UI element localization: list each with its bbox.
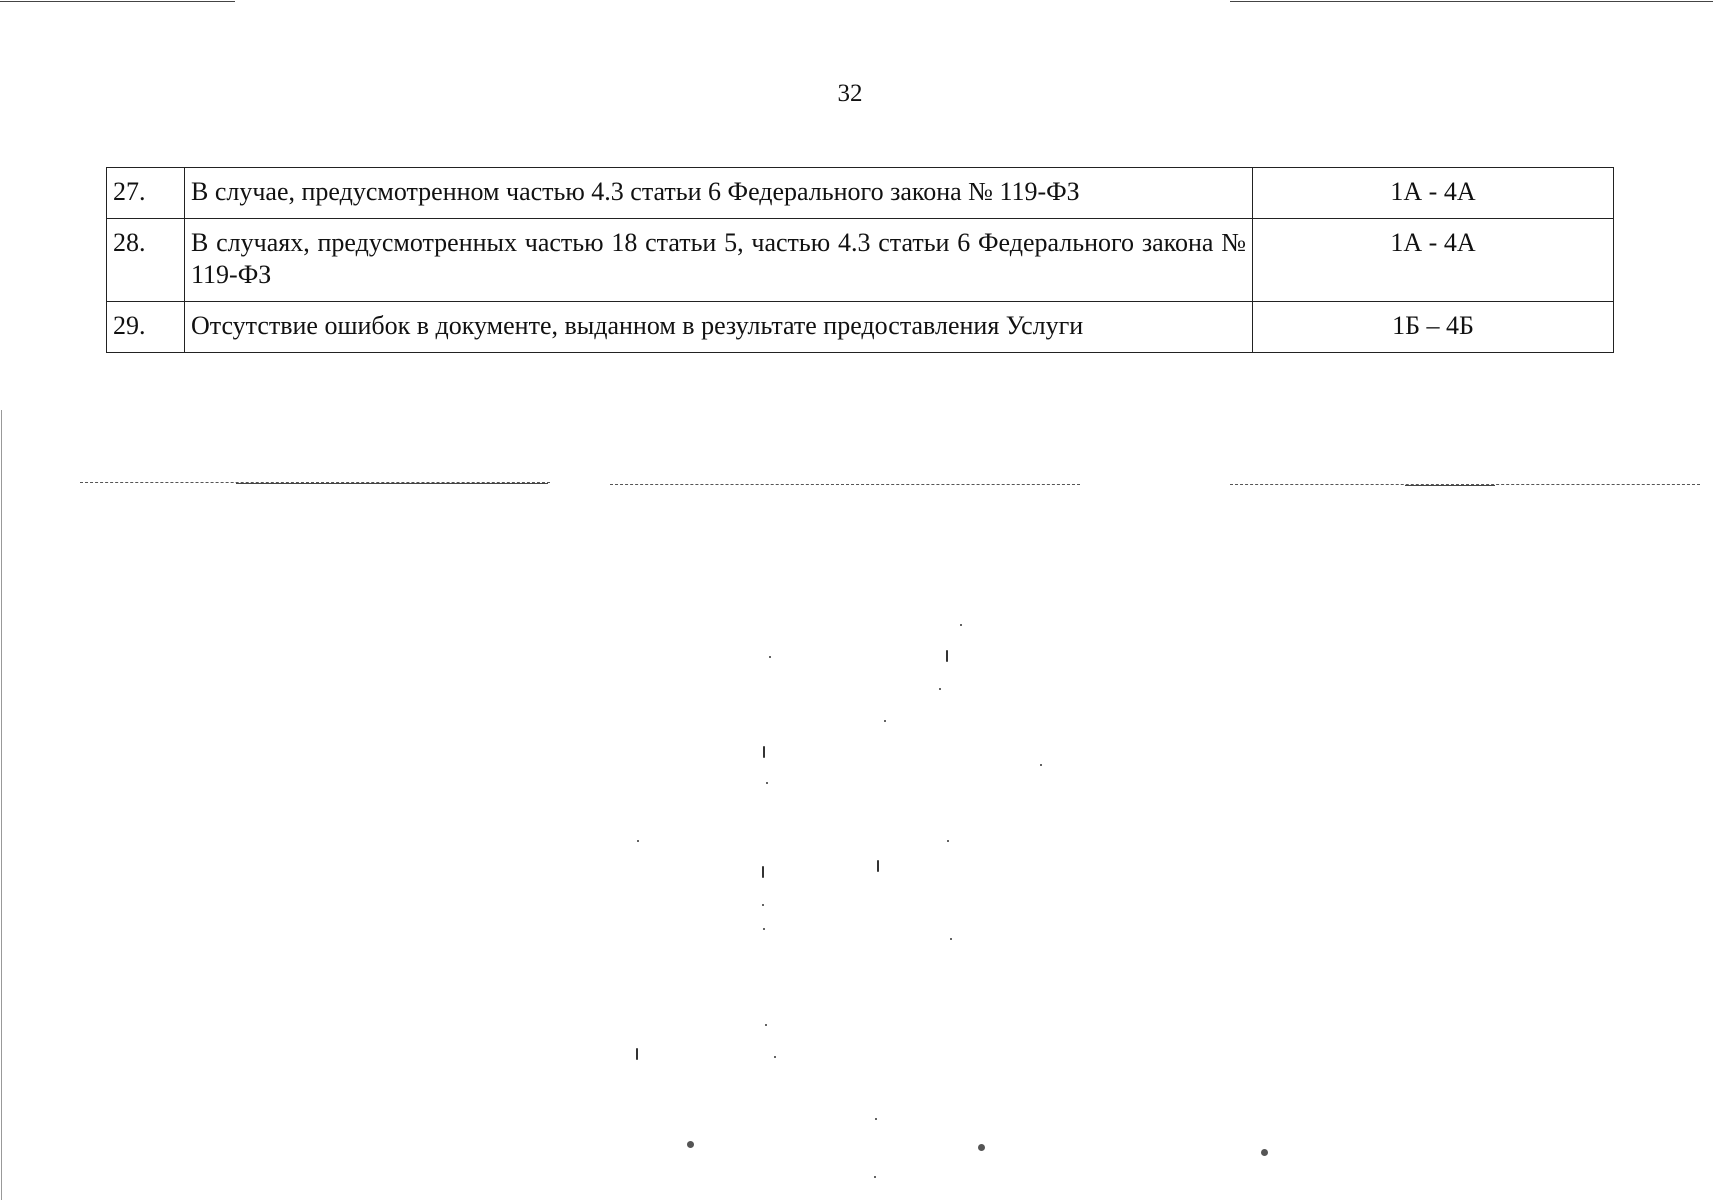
row-number: 28. (107, 219, 185, 302)
scan-speck (1040, 764, 1042, 766)
scan-speck (978, 1144, 985, 1151)
table-row (107, 168, 1614, 219)
scan-speck (637, 840, 639, 842)
scan-speck (762, 866, 764, 878)
scan-speck (765, 1024, 767, 1026)
table-row (107, 219, 1614, 302)
requirements-table (106, 167, 1614, 353)
page-number: 32 (837, 80, 863, 107)
row-description: В случае, предусмотренном частью 4.3 статьи 6 Федерального закона № 119-ФЗ (185, 168, 1253, 219)
scan-speck (774, 1056, 776, 1058)
scan-artifact-top-line (0, 1, 235, 2)
scan-speck (766, 782, 768, 784)
scan-speck (939, 688, 941, 690)
scan-speck (687, 1141, 694, 1148)
row-code: 1Б – 4Б (1253, 302, 1614, 353)
scan-artifact-left-edge (1, 410, 2, 1200)
row-code: 1А - 4А (1253, 219, 1614, 302)
scan-speck (875, 1118, 877, 1120)
scan-speck (884, 720, 886, 722)
row-description: В случаях, предусмотренных частью 18 статьи 5, частью 4.3 статьи 6 Федерального закона № 119-ФЗ (185, 219, 1253, 302)
scan-speck (763, 928, 765, 930)
row-description: Отсутствие ошибок в документе, выданном в результате предоставления Услуги (185, 302, 1253, 353)
scan-speck (762, 904, 764, 906)
scan-speck (763, 746, 765, 758)
scan-speck (960, 624, 962, 626)
scan-speck (950, 938, 952, 940)
scan-speck (1261, 1149, 1268, 1156)
scan-speck (877, 860, 879, 872)
scan-artifact-line (1405, 485, 1495, 486)
scan-speck (874, 1176, 876, 1178)
scan-speck (769, 656, 771, 658)
scan-artifact-line (236, 483, 548, 484)
scan-artifact-top-line (1230, 1, 1713, 2)
scan-speck (947, 840, 949, 842)
table-row (107, 302, 1614, 353)
scan-speck (946, 650, 948, 662)
row-number: 27. (107, 168, 185, 219)
row-code: 1А - 4А (1253, 168, 1614, 219)
row-number: 29. (107, 302, 185, 353)
scan-artifact-dashed-line (610, 484, 1080, 485)
scan-speck (636, 1048, 638, 1060)
